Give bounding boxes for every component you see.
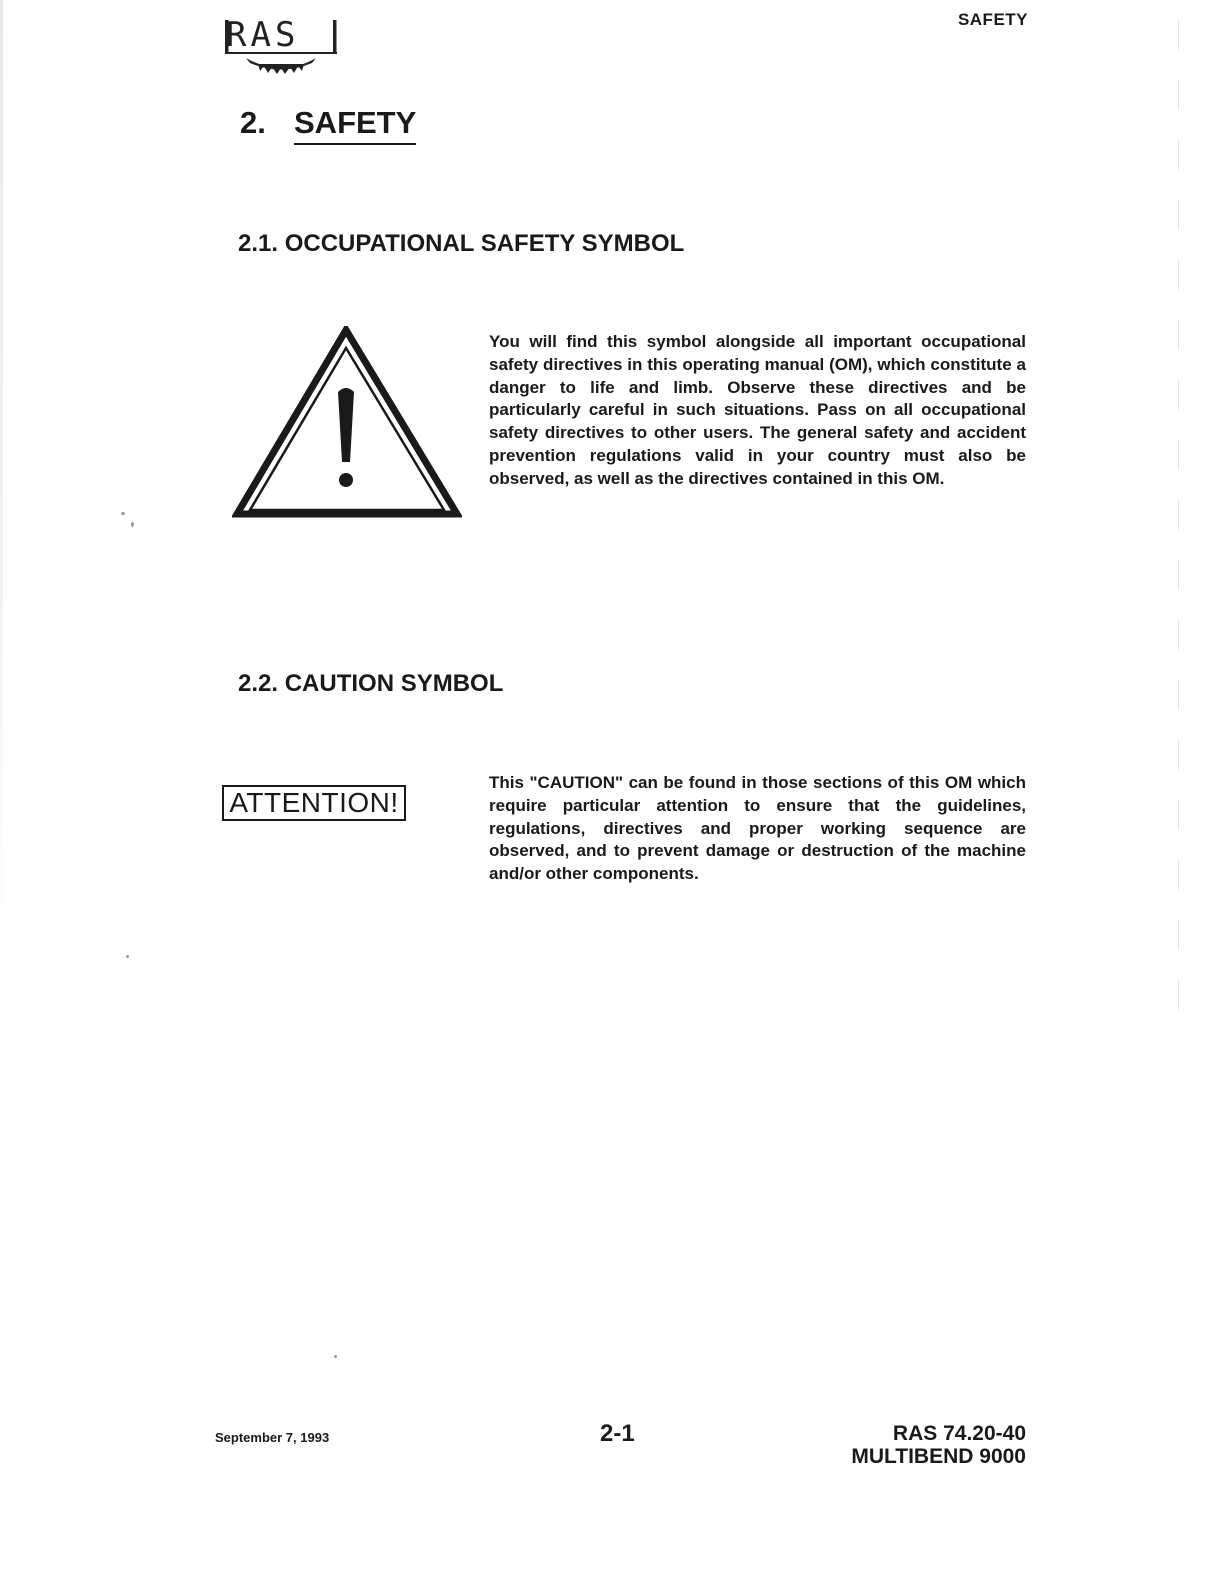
scan-speck [131, 522, 134, 527]
chapter-number: 2. [240, 105, 266, 140]
footer-document-id [800, 1422, 1026, 1468]
scan-speck [334, 1355, 337, 1358]
scan-speck [121, 512, 125, 515]
section-heading-caution: 2.2. CAUTION SYMBOL [238, 670, 504, 697]
running-head: SAFETY [957, 10, 1028, 29]
footer-page-number: 2-1 [600, 1420, 635, 1447]
chapter-title [240, 105, 416, 145]
logo-text: RAS [226, 15, 300, 55]
footer-doc-number: RAS 74.20-40 [892, 1422, 1026, 1445]
attention-label-box: ATTENTION! [222, 785, 406, 821]
warning-triangle-icon [232, 326, 462, 520]
scan-speck [126, 955, 129, 958]
caution-paragraph: This "CAUTION" can be found in those sections of this OM which require particular attention to ensure that the guidelines, regulations, directives and proper working sequence are observed, and to prevent damage or destruction of the machine and/or other components. [489, 773, 1026, 884]
chapter-title-text: SAFETY [294, 105, 416, 145]
scan-edge-left [0, 0, 3, 1584]
occupational-safety-paragraph: You will find this symbol alongside all important occupational safety directives in this operating manual (OM), which constitute a danger to life and limb. Observe these directives and be particularly careful in such situations. Pass on all occupational safety directives to other users. The general safety and accident prevention regulations valid in your country must also be observed, as well as the directives contained in this OM. [489, 332, 1026, 488]
footer-product-name: MULTIBEND 9000 [851, 1445, 1026, 1468]
section-heading-occupational-safety: 2.1. OCCUPATIONAL SAFETY SYMBOL [238, 230, 685, 257]
company-logo [224, 14, 344, 76]
scan-edge-right [1178, 20, 1179, 1040]
footer-date: September 7, 1993 [215, 1430, 330, 1445]
